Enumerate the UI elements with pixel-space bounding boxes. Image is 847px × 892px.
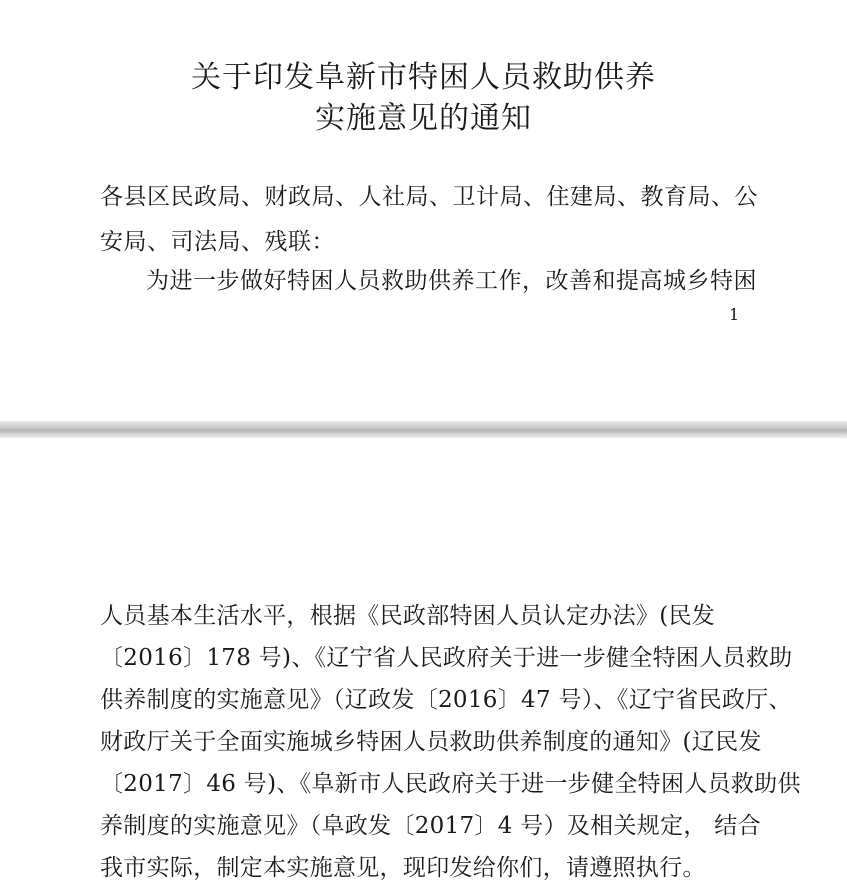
document-title-line-2: 实施意见的通知 [315, 101, 532, 136]
body-line: 财政厅关于全面实施城乡特困人员救助供养制度的通知》(辽民发 [100, 729, 762, 755]
body-line: 供养制度的实施意见》（辽政发〔2016〕47 号）、《辽宁省民政厅、 [100, 687, 792, 713]
addressee-line-2: 安局、司法局、残联： [100, 229, 335, 255]
document-title-line-1: 关于印发阜新市特困人员救助供养 [191, 60, 656, 95]
body-line: 我市实际，制定本实施意见，现印发给你们，请遵照执行。 [100, 855, 706, 881]
body-line: 〔2017〕46 号)、《阜新市人民政府关于进一步健全特困人员救助供 [100, 771, 801, 797]
body-paragraph-start: 为进一步做好特困人员救助供养工作，改善和提高城乡特困 [146, 268, 757, 294]
document-page-2 [0, 438, 847, 892]
addressee-line-1: 各县区民政局、财政局、人社局、卫计局、住建局、教育局、公 [100, 184, 758, 210]
body-line: 养制度的实施意见》（阜政发〔2017〕4 号）及相关规定， 结合 [100, 813, 761, 839]
body-line: 人员基本生活水平，根据《民政部特困人员认定办法》(民发 [100, 603, 716, 629]
body-paragraph-continued [100, 595, 801, 889]
page-separator [0, 421, 847, 438]
page-number: 1 [729, 305, 740, 324]
document-page-1 [0, 0, 847, 421]
body-line: 〔2016〕178 号)、《辽宁省人民政府关于进一步健全特困人员救助 [100, 645, 793, 671]
